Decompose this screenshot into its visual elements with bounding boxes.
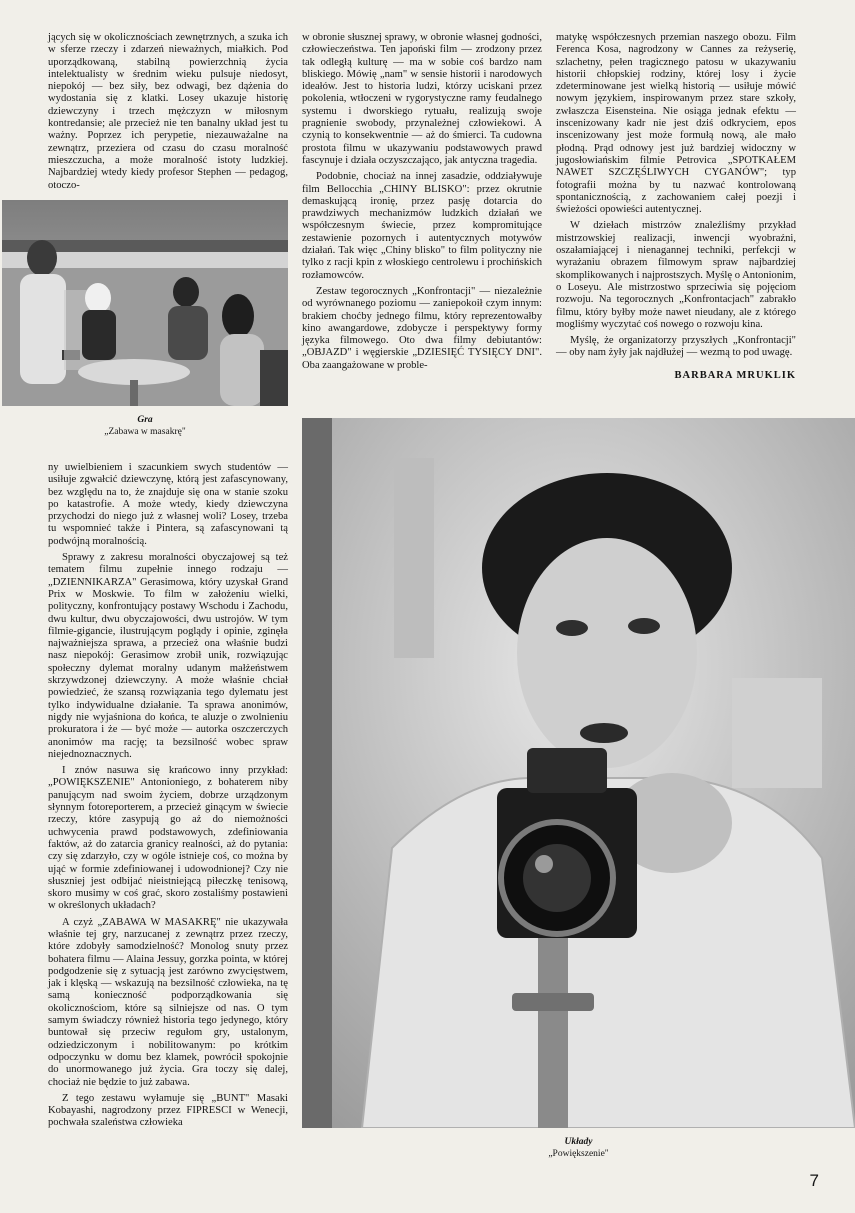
caption-uklady: [302, 1136, 855, 1160]
caption-title: Gra: [137, 415, 153, 425]
paragraph: matykę współczesnych przemian naszego obozu. Film Ferenca Kosa, nagrodzony w Cannes za reżyserię, szlachetny, pełen tragicznego patosu w ukazywaniu historii chłopskiej rodziny, której losy i życie zdeterminowane jest wielką historią — usiłuje mówić nowym językiem, inspirowanym przez stare szkoły, zwłaszcza Eisensteina. Nie osiąga jednak efektu — inscenizowany kadr nie jest dziś odkryciem, epos inscenizowany jest może formułą nową, ale mało płodną. Prąd odnowy jest już bardziej widoczny w jugosłowiańskim filmie Petrovica „SPOTKAŁEM NAWET SZCZĘŚLIWYCH CYGANÓW"; typ fotografii można by tu nazwać kontrolowaną spontanicznością, z zachowaniem całej poezji i świeżości opowieści autentycznej.: [556, 32, 796, 216]
caption-gra: [2, 414, 288, 438]
caption-title: Układy: [564, 1137, 593, 1147]
paragraph: Z tego zestawu wyłamuje się „BUNT" Masaki Kobayashi, nagrodzony przez FIPRESCI w Wenecji, pochwała szaleństwa człowieka: [48, 1092, 288, 1129]
paragraph: Zestaw tegorocznych „Konfrontacji" — niezależnie od wyrównanego poziomu — zaniepokoił czym innym: brakiem choćby jednego filmu, który reprezentowałby kino awangardowe, zdobycze i perspektywy formy języka filmowego. Oto dwa filmy debiutantów: „OBJAZD" i węgierskie „DZIESIĘĆ TYSIĘCY DNI". Oba zaangażowane w proble-: [302, 285, 542, 371]
paragraph: jących się w okolicznościach zewnętrznych, a szuka ich w sferze rzeczy i zdarzeń nieważnych, miałkich. Pod uporządkowaną, stabilną powierzchnią życia intelektualisty w średnim wieku pulsuje niedosyt, niepokój — bez siły, bez odwagi, bez dążenia do wydostania się z klatki. Losey ukazuje historię dziewczyny i trzech mężczyzn w miłosnym kontredansie; ale przecież nie ten banalny układ jest tu ważny. Poprzez ich perypetie, niezauważalne na zewnątrz, przeziera od czasu do czasu moralność mieszczucha, a może moralność istoty ludzkiej. Najbardziej wtedy kiedy profesor Stephen — pedagog, otoczo-: [48, 32, 288, 191]
paragraph: W dziełach mistrzów znaleźliśmy przykład mistrzowskiej realizacji, inwencji wyobraźni, oszałamiającej i nienagannej techniki, perfekcji w wyrażaniu obrazem filmowym spraw najbardziej skomplikowanych i najprostszych. Myślę o Antonionim, o Loseyu. Ale mistrzostwo sprzeciwia się pojęciom rozwoju. Na tegorocznych „Konfrontacjach" zabrakło filmu, który byłby może nawet nieudany, ale z którego mogliśmy wyczytać coś nowego o rozwoju kina.: [556, 220, 796, 330]
photo-uklady: [302, 418, 855, 1128]
paragraph: w obronie słusznej sprawy, w obronie własnej godności, człowieczeństwa. Ten japoński film — zrodzony przez tak odległą kulturę — ma w sobie coś bardzo nam bliskiego. Mówię „nam" w sensie historii i narodowych ideałów. Jest to historia ludzi, którzy uciskani przez pokolenia, wtłoczeni w rygorystyczne ramy feudalnego systemu i dworskiego rytuału, realizują swoje pragnienie swobody, przynależnej człowiekowi. A czynią to konsekwentnie — aż do śmierci. Ta cudowna prostota filmu w ukazywaniu podstawowych prawd fascynuje i działa oczyszczająco, jak antyczna tragedia.: [302, 32, 542, 166]
page-number: 7: [809, 1171, 819, 1190]
middle-top-column: [302, 32, 542, 372]
author-signature: BARBARA MRUKLIK: [674, 369, 796, 381]
paragraph: Podobnie, chociaż na innej zasadzie, oddziaływuje film Bellocchia „CHINY BLISKO": przez okrutnie demaskującą ironię, przez pasję dotarcia do prawdziwych mechanizmów ludzkich działań we współczesnym świecie, przez kompromitujące zestawienie pozornych i autentycznych motywów działań. Tak więc „Chiny blisko" to film polityczny nie tylko z racji kpin z włoskiego centrolewu i prochińskich rozłamowców.: [302, 171, 542, 281]
paragraph: ny uwielbieniem i szacunkiem swych studentów — usiłuje zgwałcić dziewczynę, którą jest zafascynowany, bez względu na to, że znajduje się ona w stanie szoku po katastrofie. A może wtedy, kiedy dziewczyna przychodzi do niego już z własnej woli? Losey, trzeba tu wspomnieć także i Pintera, są zafascynowani tą podwójną moralnością.: [48, 462, 288, 547]
paragraph: Sprawy z zakresu moralności obyczajowej są też tematem filmu zupełnie innego rodzaju — „DZIENNIKARZA" Gerasimowa, który uzyskał Grand Prix w Moskwie. To film w założeniu wielki, polityczny, konfrontujący postawy Wschodu i Zachodu, dwu kultur, dwu obyczajowości, dwu ustrojów. W tym filmie-gigancie, ilustrującym poglądy i opinie, zginęła najważniejsza sprawa, a przecież ona właśnie budzi nasz niepokój: Gerasimow zrobił unik, rozwiązując społeczny dylemat moralny udanym małżeństwem skrzywdzonej dziewczyny. A może właśnie chciał powiedzieć, że szansą rozwiązania tego dylematu jest tylko indywidualne działanie. Ta sprawa anonimów, nigdy nie wyjaśniona do końca, te aluzje o zwolnieniu prokuratora i że — być może — autorka oszczerczych anonimów ma rację; ta bezsilność wobec spraw niejednoznacznych.: [48, 552, 288, 760]
caption-subtitle: „Powiększenie": [548, 1149, 609, 1159]
paragraph: Myślę, że organizatorzy przyszłych „Konfrontacji" — oby nam żyły jak najdłużej — wezmą to pod uwagę.: [556, 335, 796, 359]
paragraph: A czyż „ZABAWA W MASAKRĘ" nie ukazywała właśnie tej gry, narzucanej z zewnątrz przez rzeczy, które zdobyły samodzielność? Monolog snuty przez bohatera filmu — Alaina Jessuy, gorzka pointa, w której podgodzenie się z sytuacją jest zarówno zwycięstwem, jak i klęską — wskazują na bezsilność człowieka, na tę samą konieczność podporządkowania się okolicznościom, które są silniejsze od nas. O tym samym świadczy również historia tego jedynego, który buntował się przeciw regułom gry, ustalonym, odziedziczonym i nobilitowanym: po krótkim odpoczynku w domu bez klamek, powrócił spokojnie do unormowanego już życia. Gra toczy się dalej, chociaż nie będzie to już zabawa.: [48, 916, 288, 1088]
caption-subtitle: „Zabawa w masakrę": [104, 427, 186, 437]
right-top-column: [556, 32, 796, 382]
left-top-column: [48, 32, 288, 192]
left-bottom-column: [48, 462, 288, 1130]
paragraph: I znów nasuwa się krańcowo inny przykład: „POWIĘKSZENIE" Antonioniego, z bohaterem niby panującym nad swoim życiem, dobrze urządzonym słynnym fotoreporterem, a przecież ginącym w świecie rzeczy, które zasypują go aż do niemożności uchwycenia prawd podstawowych, zdefiniowania faktów, aż do zatarcia granicy realności, aż do pytania: czy się zdarzyło, czy w ogóle istnieje coś, co można by ująć w formie zdefiniowanej i udowodnionej? Czy nie słuszniej jest odbijać nieistniejącą piłeczkę tenisową, skoro musimy w coś grać, skoro zostaliśmy postawieni w określonych układach?: [48, 765, 288, 912]
photo-gra: [2, 200, 288, 406]
